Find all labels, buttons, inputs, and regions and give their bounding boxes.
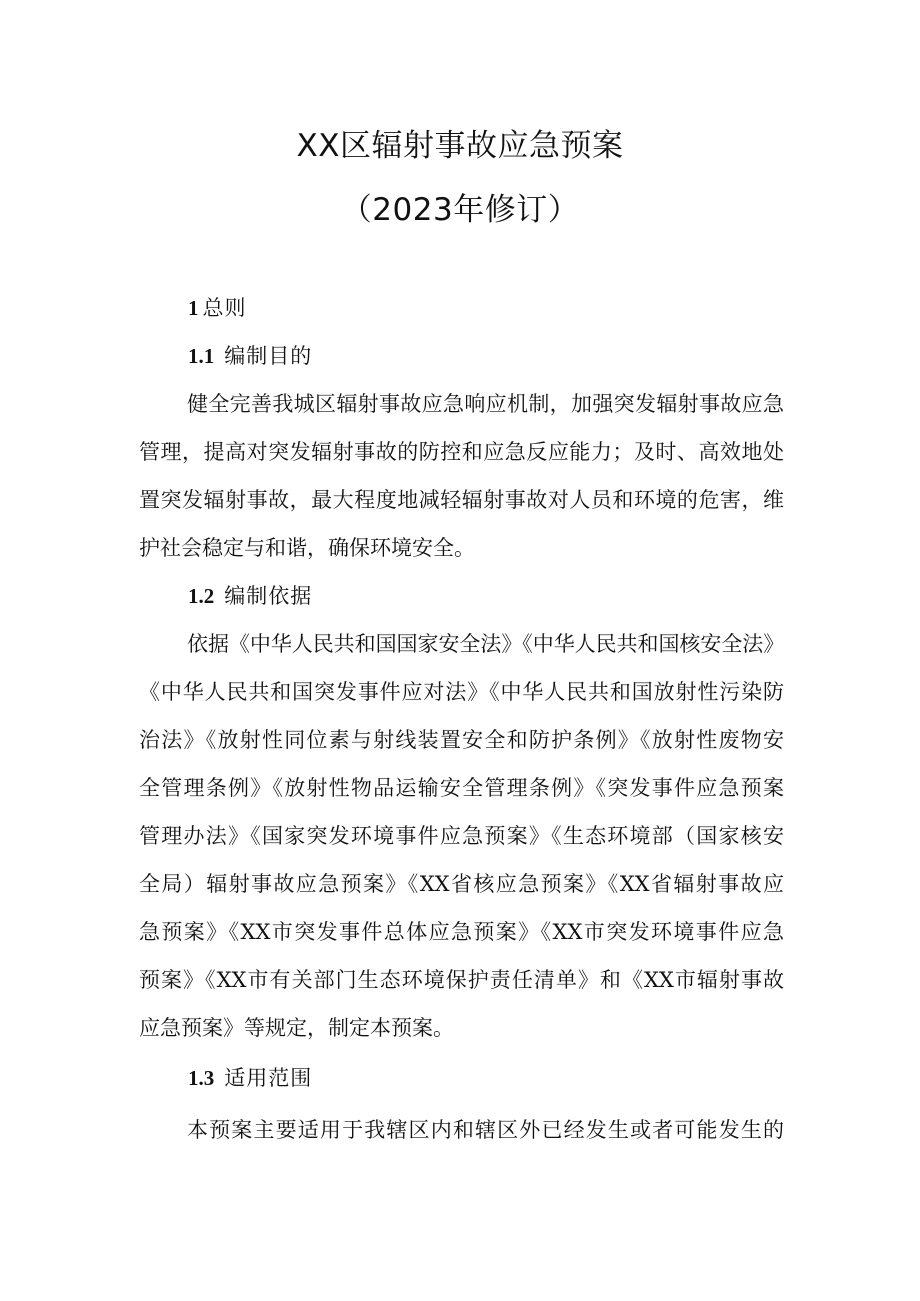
paragraph-line: 应急预案》等规定，制定本预案。 bbox=[139, 1016, 454, 1040]
paragraph-line: 《中华人民共和国突发事件应对法》《中华人民共和国放射性污染防 bbox=[139, 680, 784, 704]
paragraph-line: 治法》《放射性同位素与射线装置安全和防护条例》《放射性废物安 bbox=[139, 728, 784, 752]
paragraph-line: 管理办法》《国家突发环境事件应急预案》《生态环境部（国家核安 bbox=[139, 824, 784, 848]
paragraph-line: 全局）辐射事故应急预案》《XX省核应急预案》《XX省辐射事故应 bbox=[139, 872, 784, 896]
paragraph-line: 全管理条例》《放射性物品运输安全管理条例》《突发事件应急预案 bbox=[139, 776, 784, 800]
section-heading-1-2 bbox=[188, 581, 312, 611]
section-number: 1.3 bbox=[188, 1066, 215, 1090]
section-label: 编制目的 bbox=[224, 344, 313, 368]
section-label: 适用范围 bbox=[224, 1066, 313, 1090]
section-heading-1-3 bbox=[188, 1063, 312, 1093]
document-subtitle: （2023年修订） bbox=[340, 192, 580, 228]
paragraph-line: 依据《中华人民共和国国家安全法》《中华人民共和国核安全法》 bbox=[187, 632, 784, 656]
paragraph-line: 置突发辐射事故，最大程度地减轻辐射事故对人员和环境的危害，维 bbox=[139, 488, 784, 512]
section-heading-1 bbox=[188, 293, 247, 323]
section-number: 1.1 bbox=[188, 344, 215, 368]
paragraph-line: 健全完善我城区辐射事故应急响应机制，加强突发辐射事故应急 bbox=[187, 392, 784, 416]
paragraph-line: 护社会稳定与和谐，确保环境安全。 bbox=[139, 536, 475, 560]
document-title: XX区辐射事故应急预案 bbox=[296, 128, 624, 164]
section-label: 总则 bbox=[202, 296, 247, 320]
paragraph-line: 急预案》《XX市突发事件总体应急预案》《XX市突发环境事件应急 bbox=[139, 920, 784, 944]
paragraph-line: 管理，提高对突发辐射事故的防控和应急反应能力；及时、高效地处 bbox=[139, 440, 784, 464]
paragraph-basis bbox=[139, 629, 784, 1061]
paragraph-purpose bbox=[139, 389, 784, 581]
paragraph-line: 预案》《XX市有关部门生态环境保护责任清单》和《XX市辐射事故 bbox=[139, 968, 784, 992]
section-heading-1-1 bbox=[188, 341, 312, 371]
section-number: 1 bbox=[188, 296, 199, 320]
section-label: 编制依据 bbox=[224, 584, 313, 608]
section-number: 1.2 bbox=[188, 584, 215, 608]
paragraph-line: 本预案主要适用于我辖区内和辖区外已经发生或者可能发生的 bbox=[187, 1118, 784, 1142]
paragraph-scope bbox=[139, 1115, 784, 1163]
